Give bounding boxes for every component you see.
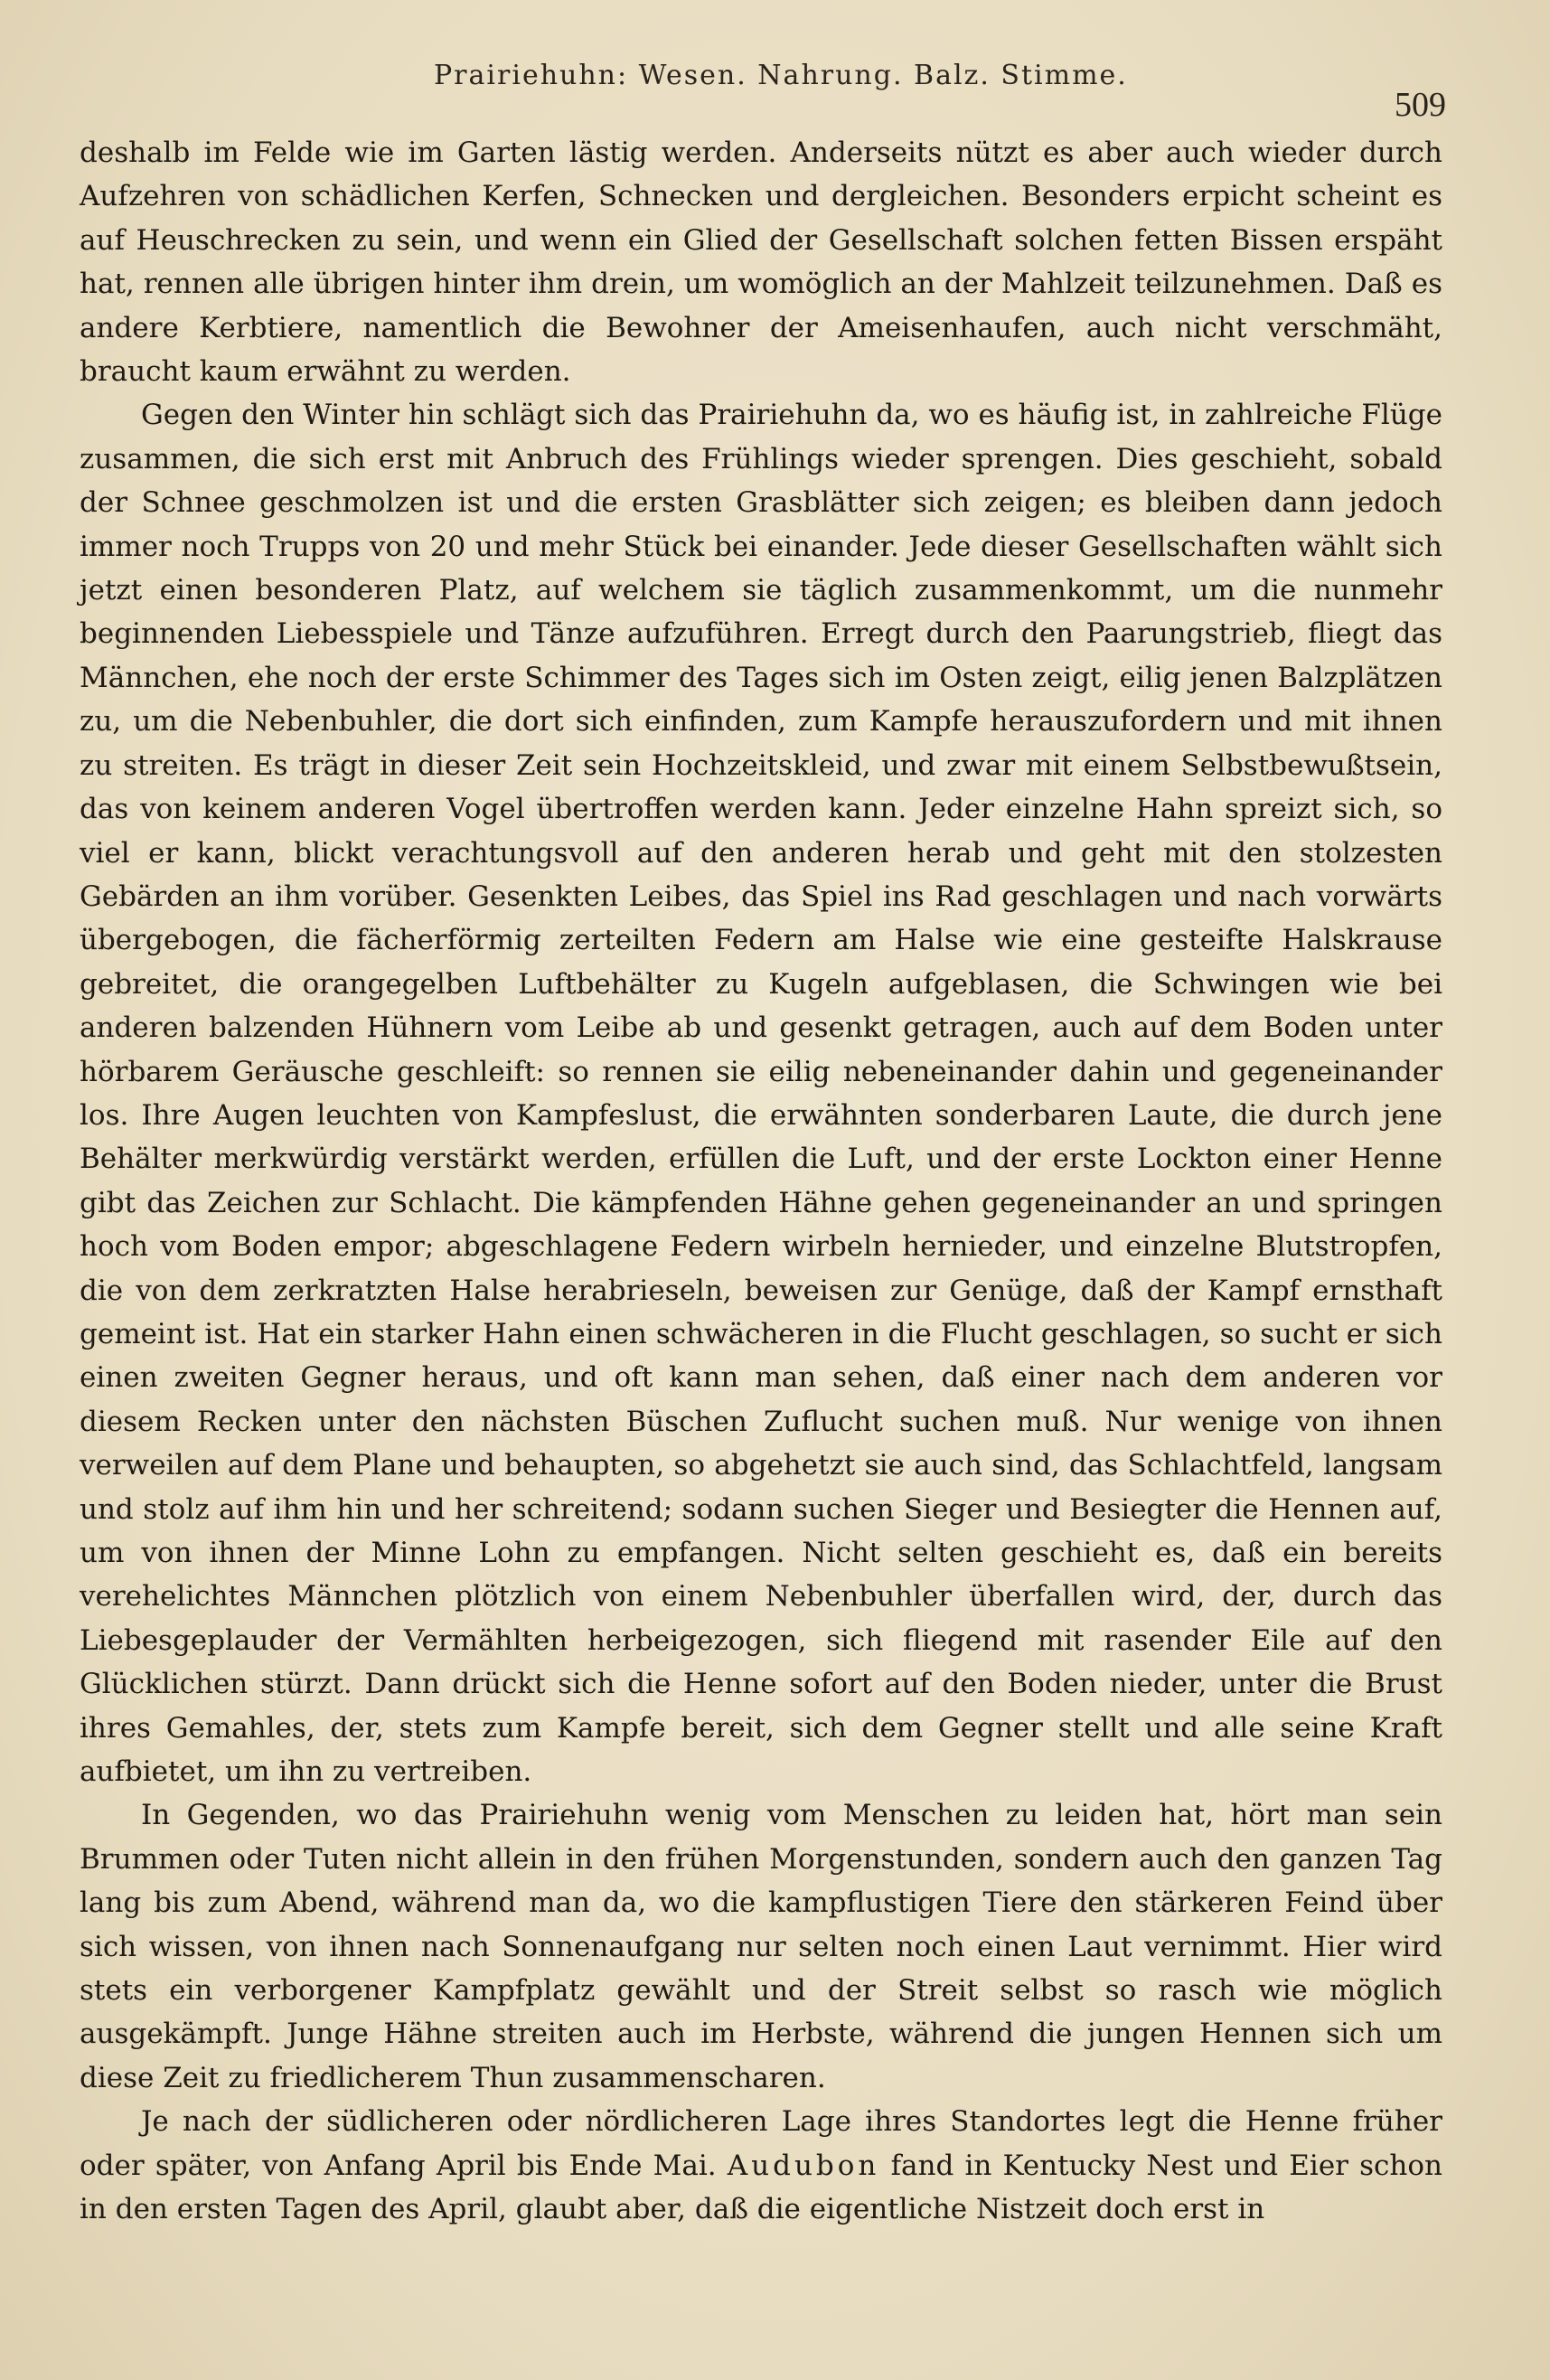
paragraph-4-text-before: Je nach der südlicheren oder nördlicheren Lage ihres Standortes legt die Henne früher oder später, von Anfang April bis Ende Mai. [80, 2105, 1442, 2182]
paragraph-3: In Gegenden, wo das Prairiehuhn wenig vom Menschen zu leiden hat, hört man sein Brummen oder Tuten nicht allein in den frühen Morgenstunden, sondern auch den ganzen Tag lang bis zum Abend, während man da, wo die kampflustigen Tiere den stärkeren Feind über sich wissen, von ihnen nach Sonnenaufgang nur selten noch einen Laut vernimmt. Hier wird stets ein verborgener Kampfplatz gewählt und der Streit selbst so rasch wie möglich ausgekämpft. Junge Hähne streiten auch im Herbste, während die jungen Hennen sich um diese Zeit zu friedlicherem Thun zusammenscharen. [80, 1799, 1442, 2094]
running-title: Prairiehuhn: Wesen. Nahrung. Balz. Stimme. [434, 60, 1128, 91]
author-name-audubon: Audubon [727, 2149, 880, 2182]
paragraph-4-text-after: fand in Kentucky Nest und Eier schon in den ersten Tagen des April, glaubt aber, daß die eigentliche Nistzeit doch erst in [80, 2149, 1442, 2226]
running-head [0, 60, 1550, 124]
page-number: 509 [1395, 86, 1446, 124]
paragraph-1: deshalb im Felde wie im Garten lästig werden. Anderseits nützt es aber auch wieder durch Aufzehren von schädlichen Kerfen, Schnecken und dergleichen. Besonders erpicht scheint es auf Heuschrecken zu sein, und wenn ein Glied der Gesellschaft solchen fetten Bissen erspäht hat, rennen alle übrigen hinter ihm drein, um womöglich an der Mahlzeit teilzunehmen. Daß es andere Kerbtiere, namentlich die Bewohner der Ameisenhaufen, auch nicht verschmäht, braucht kaum erwähnt zu werden. [80, 136, 1442, 389]
body-text [80, 131, 1442, 2232]
paragraph-2: Gegen den Winter hin schlägt sich das Prairiehuhn da, wo es häufig ist, in zahlreiche Flüge zusammen, die sich erst mit Anbruch des Frühlings wieder sprengen. Dies geschieht, sobald der Schnee geschmolzen ist und die ersten Grasblätter sich zeigen; es bleiben dann jedoch immer noch Trupps von 20 und mehr Stück bei einander. Jede dieser Gesellschaften wählt sich jetzt einen besonderen Platz, auf welchem sie täglich zusammenkommt, um die nunmehr beginnenden Liebesspiele und Tänze aufzuführen. Erregt durch den Paarungstrieb, fliegt das Männchen, ehe noch der erste Schimmer des Tages sich im Osten zeigt, eilig jenen Balzplätzen zu, um die Nebenbuhler, die dort sich einfinden, zum Kampfe herauszufordern und mit ihnen zu streiten. Es trägt in dieser Zeit sein Hochzeitskleid, und zwar mit einem Selbstbewußtsein, das von keinem anderen Vogel übertroffen werden kann. Jeder einzelne Hahn spreizt sich, so viel er kann, blickt verachtungsvoll auf den anderen herab und geht mit den stolzesten Gebärden an ihm vorüber. Gesenkten Leibes, das Spiel ins Rad geschlagen und nach vorwärts übergebogen, die fächerförmig zerteilten Federn am Halse wie eine gesteifte Halskrause gebreitet, die orangegelben Luftbehälter zu Kugeln aufgeblasen, die Schwingen wie bei anderen balzenden Hühnern vom Leibe ab und gesenkt getragen, auch auf dem Boden unter hörbarem Geräusche geschleift: so rennen sie eilig nebeneinander dahin und gegeneinander los. Ihre Augen leuchten von Kampfeslust, die erwähnten sonderbaren Laute, die durch jene Behälter merkwürdig verstärkt werden, erfüllen die Luft, und der erste Lockton einer Henne gibt das Zeichen zur Schlacht. Die kämpfenden Hähne gehen gegeneinander an und springen hoch vom Boden empor; abgeschlagene Federn wirbeln hernieder, und einzelne Blutstropfen, die von dem zerkratzten Halse herabrieseln, beweisen zur Genüge, daß der Kampf ernsthaft gemeint ist. Hat ein starker Hahn einen schwächeren in die Flucht geschlagen, so sucht er sich einen zweiten Gegner heraus, und oft kann man sehen, daß einer nach dem anderen vor diesem Recken unter den nächsten Büschen Zuflucht suchen muß. Nur wenige von ihnen verweilen auf dem Plane und behaupten, so abgehetzt sie auch sind, das Schlachtfeld, langsam und stolz auf ihm hin und her schreitend; sodann suchen Sieger und Besiegter die Hennen auf, um von ihnen der Minne Lohn zu empfangen. Nicht selten geschieht es, daß ein bereits verehelichtes Männchen plötzlich von einem Nebenbuhler überfallen wird, der, durch das Liebesgeplauder der Vermählten herbeigezogen, sich fliegend mit rasender Eile auf den Glücklichen stürzt. Dann drückt sich die Henne sofort auf den Boden nieder, unter die Brust ihres Gemahles, der, stets zum Kampfe bereit, sich dem Gegner stellt und alle seine Kraft aufbietet, um ihn zu vertreiben. [80, 399, 1442, 1789]
paragraph-4 [80, 2100, 1442, 2231]
